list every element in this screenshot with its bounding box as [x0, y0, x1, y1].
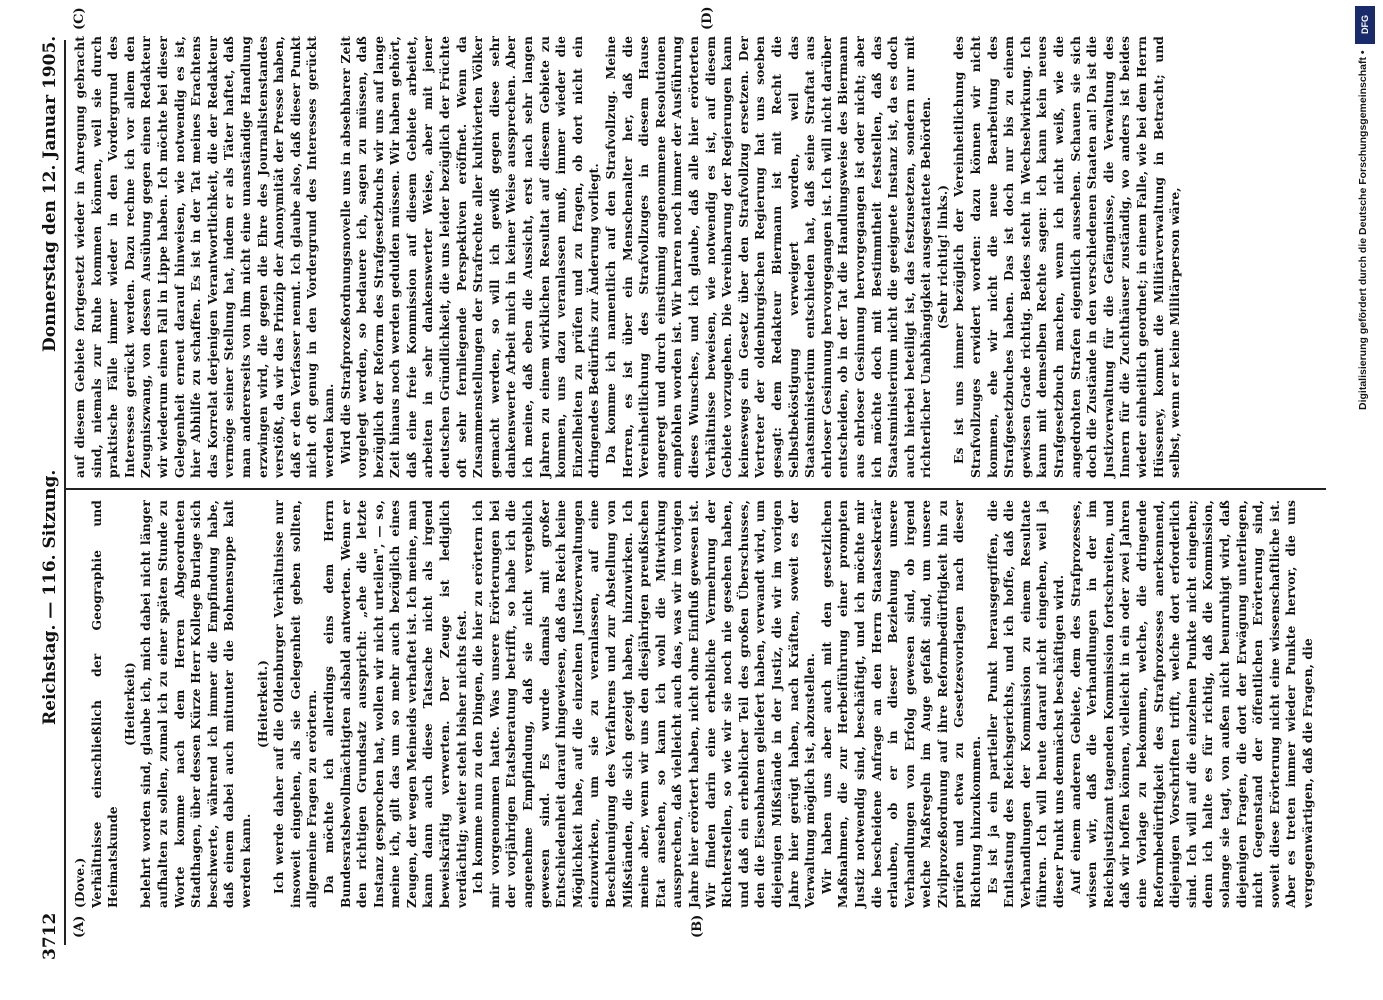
paragraph: (Heiterkeit) — [121, 662, 137, 746]
paragraph: Auf einem anderen Gebiete, dem des Strafprozesses, wissen wir, daß die Verhandlungen in der im Reichsjustizamt tagenden Kommission fortschreiten, und daß wir hoffen können, vielleicht in ein oder zwei Jahren eine Vorlage zu bekommen, welche, die dringende Reformbedürftigkeit des Strafprozesses anerkennend, diejenigen Vorschriften trifft, welche dort erforderlich sind. Ich will auf die einzelnen Punkte nicht eingehen; denn ich halte es für richtig, daß die Kommission, solange sie tagt, von außen nicht beunruhigt wird, daß diejenigen Fragen, die dort der Erwägung unterliegen, nicht Gegenstand der öffentlichen Erörterung sind, soweit diese Erörterung nicht eine wissenschaftliche ist. Aber es treten immer wieder Punkte hervor, die uns vergegenwärtigen, daß die Fragen, die — [1067, 500, 1315, 908]
margin-marker-d: (D) — [700, 6, 715, 30]
paragraph: Wir haben uns aber auch mit den gesetzlichen Maßnahmen, die zur Herbeiführung einer prompten Justiz notwendig sind, beschäftigt, und ich möchte mir die bescheidene Anfrage an den Herrn Staatssekretär erlauben, ob er in dieser Beziehung unsere Verhandlungen von Erfolg gewesen sind, ob irgend welche Maßregeln im Auge gefaßt sind, um unsere Zivilprozeßordnung auf ihre Reformbedürftigkeit hin zu prüfen und etwa zu Gesetzesvorlagen nach dieser Richtung hinzukommen. — [818, 500, 984, 908]
paragraph: (Dove.) — [72, 857, 87, 908]
paragraph: Ich werde daher auf die Oldenburger Verhältnisse nur insoweit eingehen, als sie Gelegenheit geben sollten, allgemeine Fragen zu erörtern. — [271, 500, 320, 908]
dfg-logo: DFG — [1355, 6, 1375, 44]
paragraph: Wird die Strafprozeßordnungsnovelle uns in absehbarer Zeit vorgelegt werden, so bedauere ich, sagen zu müssen, daß bezüglich der Reform des Strafgesetzbuchs wir uns auf lange Zeit hinaus noch werden gedulden müssen. Wir haben gehört, daß eine freie Kommission auf diesem Gebiete arbeitet, arbeiten in sehr dankenswerter Weise, aber mit jener deutschen Gründlichkeit, die uns leider bezüglich der Früchte oft sehr fernliegende Perspektiven eröffnet. Wenn da Zusammenstellungen der Strafrechte aller kultivierten Völker gemacht werden, so will ich gewiß gegen diese sehr dankenswerte Arbeit mich in keiner Weise aussprechen. Aber ich meine, daß eben die Aussicht, erst nach sehr langen Jahren zu einem wirklichen Resultat auf diesem Gebiete zu kommen, uns dazu veranlassen muß, immer wieder die Einzelheiten zu prüfen und zu fragen, ob dort nicht ein dringendes Bedürfnis zur Änderung vorliegt. — [337, 36, 602, 478]
margin-marker-b: (B) — [690, 914, 705, 938]
digitization-credit: Digitalisierung gefördert durch die Deutsche Forschungsgemeinschaft • — [1357, 50, 1369, 410]
paragraph: Da möchte ich allerdings eins dem Herrn Bundesratsbevollmächtigten alsbald antworten. Wenn er den richtigen Grundsatz ausspricht: „ehe die letzte Instanz gesprochen hat, wollen wir nicht urteilen", — so, meine ich, gilt das um so mehr auch bezüglich eines Zeugen, der wegen Meineids verhaftet ist. Ich meine, man kann dann auch diese Tatsache nicht als irgend beweiskräftig verwerten. Der Zeuge ist lediglich verdächtig; weiter steht bisher nichts fest. — [320, 499, 469, 908]
paragraph: Ich komme nun zu den Dingen, die hier zu erörtern ich mir vorgenommen hatte. Was unsere Erörterungen bei der vorjährigen Etatsberatung betrifft, so habe ich die angenehme Empfindung, daß sie nicht vergeblich gewesen sind. Es wurde damals mit großer Entschiedenheit darauf hingewiesen, daß das Reich keine Möglichkeit habe, auf die einzelnen Justizverwaltungen einzuwirken, um sie zu veranlassen, auf eine Beschleunigung des Verfahrens und zur Abstellung von Mißständen, die sich gezeigt haben, hinzuwirken. Ich meine aber, wenn wir uns den diesjährigen preußischen Etat ansehen, so kann ich wohl die Mitwirkung aussprechen, daß vielleicht auch das, was wir im vorigen Jahre hier erörtert haben, nicht ohne Einfluß gewesen ist. Wir finden darin eine erhebliche Vermehrung der Richterstellen, so wie wir sie noch nie gesehen haben, und daß ein erheblicher Teil des großen Überschusses, den die Eisenbahnen geliefert haben, verwandt wird, um diejenigen Mißstände in der Justiz, die wir im vorigen Jahre hier gerügt haben, nach Kräften, soweit es der Verwaltung möglich ist, abzustellen. — [470, 500, 818, 908]
paragraph: Da komme ich namentlich auf den Strafvollzug. Meine Herren, es ist über ein Menschenalter her, daß die Vereinheitlichung des Strafvollzuges in diesem Hause angeregt und durch einstimmig angenommene Resolutionen empfohlen worden ist. Wir harren noch immer der Ausführung dieses Wunsches, und ich glaube, daß alle hier erörterten Verhältnisse beweisen, wie notwendig es ist, auf diesem Gebiete vorzugehen. Die Vereinbarung der Regierungen kann keineswegs ein Gesetz über den Strafvollzug ersetzen. Der Vertreter der oldenburgischen Regierung hat uns soeben gesagt: dem Redakteur Biermann ist mit Recht die Selbstbeköstigung verweigert worden, weil das Staatsministerium entschieden hat, daß seine Straftat aus ehrloser Gesinnung hervorgegangen ist. Ich will nicht darüber entscheiden, ob in der Tat die Handlungsweise des Biermann aus ehrloser Gesinnung hervorgegangen ist oder nicht; aber ich möchte doch mit Bestimmtheit feststellen, daß das Staatsministerium nicht die geeignete Instanz ist, da es doch auch hierbei beteiligt ist, das festzusetzen, sondern nur mit richterlicher Unabhängigkeit ausgestattete Behörden. — [603, 36, 934, 478]
page-header — [34, 30, 64, 970]
page-number: 3712 — [40, 912, 60, 960]
paragraph: (Heiterkeit.) — [254, 660, 270, 749]
left-text-column — [72, 500, 1317, 908]
left-running-title: Reichstag. — 116. Sitzung. — [40, 469, 60, 725]
paragraph: auf diesem Gebiete fortgesetzt wieder in Anregung gebracht sind, niemals zur Ruhe kommen können, weil sie durch praktische Fälle immer wieder in den Vordergrund des Interesses gerückt werden. Dazu rechne ich vor allem den Zeugniszwang, von dessen Ausübung gegen einen Redakteur wir wiederum einen Fall in Lippe haben. Ich möchte bei dieser Gelegenheit erneut darauf hinweisen, wie notwendig es ist, hier Abhilfe zu schaffen. Es ist in der Tat meines Erachtens das Korrelat derjenigen Verantwortlichkeit, die der Redakteur vermöge seiner Stellung hat, indem er als Täter haftet, daß man andererseits von ihm nicht eine unanständige Handlung erzwingen wird, die gegen die Ehre des Journalistenstandes verstößt, da wir das Prinzip der Anonymität der Presse haben, daß er den Verfasser nennt. Ich glaube also, daß dieser Punkt nicht oft genug in den Vordergrund des Interesses gerückt werden kann. — [72, 36, 336, 478]
margin-marker-c: (C) — [72, 7, 87, 30]
margin-marker-a: (A) — [72, 915, 87, 938]
column-divider — [66, 488, 1326, 490]
paragraph: belehrt worden sind, glaube ich, mich dabei nicht länger aufhalten zu sollen, zumal ich zu einer späten Stunde zu Worte komme nach dem Herren Abgeordneten Stadthagen, über dessen Kürze Herr Kollege Burlage sich beschwerte, während ich immer die Empfindung habe, daß einem dabei auch mitunter die Bohnensuppe kalt werden kann. — [138, 500, 253, 908]
paragraph: Es ist uns immer bezüglich der Vereinheitlichung des Strafvollzuges erwidert worden: dazu können wir nicht kommen, ehe wir nicht die neue Bearbeitung des Strafgesetzbuches haben. Das ist doch nur bis zu einem gewissen Grade richtig. Beides steht in Wechselwirkung. Ich kann mit demselben Rechte sagen: ich kann kein neues Strafgesetzbuch machen, wenn ich nicht weiß, wie die angedrohten Strafen eigentlich aussehen. Schauen sie sich doch die Zustände in den verschiedenen Staaten an! Da ist die Justizverwaltung für die Gefängnisse, die Verwaltung des Innern für die Zuchthäuser zuständig, wo anders ist beides wieder einheitlich geordnet; in einem Falle, wie bei dem Herrn Hüsseney, kommt die Militärverwaltung in Betracht; und selbst, wenn er keine Militärperson wäre, — [951, 36, 1183, 478]
paragraph: Es ist ja ein partieller Punkt herausgegriffen, die Entlastung des Reichsgerichts, und ich hoffe, daß die Verhandlungen der Kommission zu einem Resultate führen. Ich will heute darauf nicht eingehen, weil ja dieser Punkt uns demnächst beschäftigen wird. — [984, 500, 1067, 908]
digitization-strip — [1349, 0, 1383, 1000]
paragraph: Verhältnisse einschließlich der Geographie und Heimatskunde — [88, 500, 121, 908]
paragraph: (Sehr richtig! links.) — [934, 184, 950, 330]
right-running-title: Donnerstag den 12. Januar 1905. — [40, 35, 60, 352]
right-text-column — [72, 36, 1184, 478]
header-rule — [64, 40, 66, 945]
